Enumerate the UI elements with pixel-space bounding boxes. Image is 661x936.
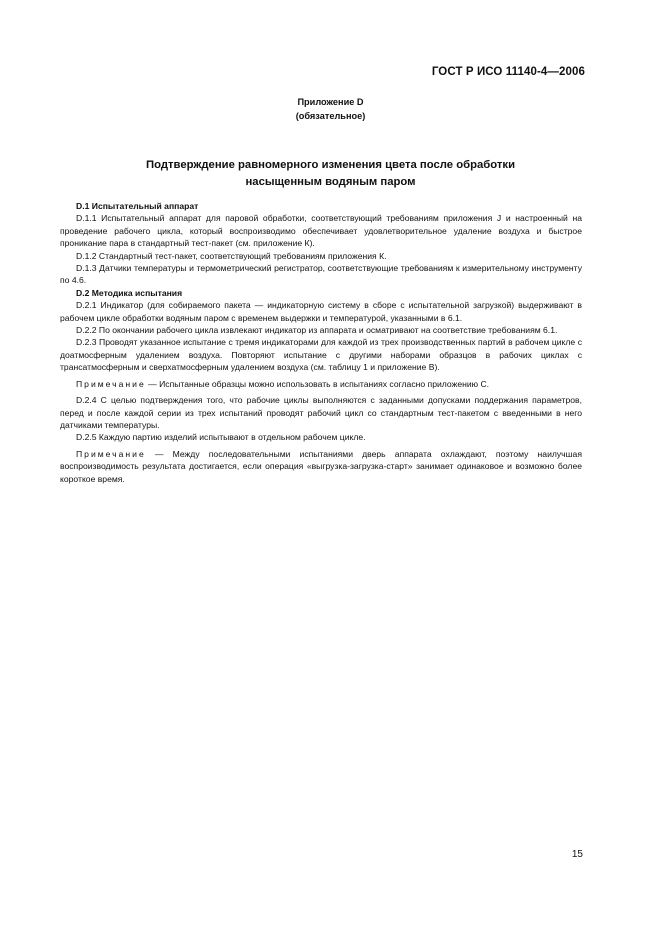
note-2 (60, 448, 582, 485)
note-label: Примечание (76, 448, 146, 459)
annex-heading (0, 95, 661, 123)
document-body (60, 200, 582, 489)
page-number: 15 (571, 849, 583, 860)
clause-d2-4: D.2.4 С целью подтверждения того, что рабочие циклы выполняются с заданными допусками поддержания параметров, перед и после каждой серии из трех испытаний проводят рабочий цикл со стандартным тест-пакетом с введенными в него датчиками температуры. (60, 395, 582, 430)
note-1 (60, 378, 582, 390)
clause-d1-3: D.1.3 Датчики температуры и термометрический регистратор, соответствующие требованиям к измерительному инструменту по 4.6. (60, 263, 582, 286)
note-1-text: — Испытанные образцы можно использовать в испытаниях согласно приложению С. (145, 378, 490, 389)
clause-d2-1: D.2.1 Индикатор (для собираемого пакета — индикаторную систему в сборе с испытательной загрузкой) выдерживают в рабочем цикле обработки водяным паром с временем выдержки и температурой, указанными в 6.1. (60, 300, 582, 323)
title-line-1: Подтверждение равномерного изменения цвета после обработки (145, 159, 516, 171)
clause-d2-2: D.2.2 По окончании рабочего цикла извлекают индикатор из аппарата и осматривают на соответствие требованиям 6.1. (76, 325, 558, 336)
annex-title (60, 157, 601, 191)
section-heading-d2: D.2 Методика испытания (76, 287, 183, 298)
annex-status: (обязательное) (295, 111, 366, 121)
standard-code: ГОСТ Р ИСО 11140-4—2006 (431, 66, 585, 78)
clause-d1-1: D.1.1 Испытательный аппарат для паровой обработки, соответствующий требованиям приложения J и настроенный на проведение рабочего цикла, который воспроизводимо обеспечивает удовлетворительное удаление воздуха и быстрое проникание пара в стандартный тест-пакет (см. приложение К). (60, 213, 582, 249)
clause-d1-2: D.1.2 Стандартный тест-пакет, соответствующий требованиям приложения К. (76, 250, 387, 261)
section-heading-d1: D.1 Испытательный аппарат (76, 201, 199, 211)
note-label: Примечание (76, 378, 146, 389)
note-2-text: — Между последовательными испытаниями дверь аппарата охлаждают, поэтому наилучшая воспроизводимость результата достигается, если операция «выгрузка-загрузка-старт» занимает одинаковое и возможно более короткое время. (60, 448, 582, 484)
title-line-2: насыщенным водяным паром (245, 176, 416, 188)
clause-d2-3: D.2.3 Проводят указанное испытание с тремя индикаторами для каждой из трех производственных партий в рабочем цикле с доатмосферным удалением воздуха. Повторяют испытание с другими наборами образцов в рабочих циклах с трансатмосферным и сверхатмосферным удалением воздуха (см. таблицу 1 и приложение В). (60, 337, 582, 373)
clause-d2-5: D.2.5 Каждую партию изделий испытывают в отдельном рабочем цикле. (76, 432, 366, 443)
annex-label: Приложение D (297, 97, 364, 107)
